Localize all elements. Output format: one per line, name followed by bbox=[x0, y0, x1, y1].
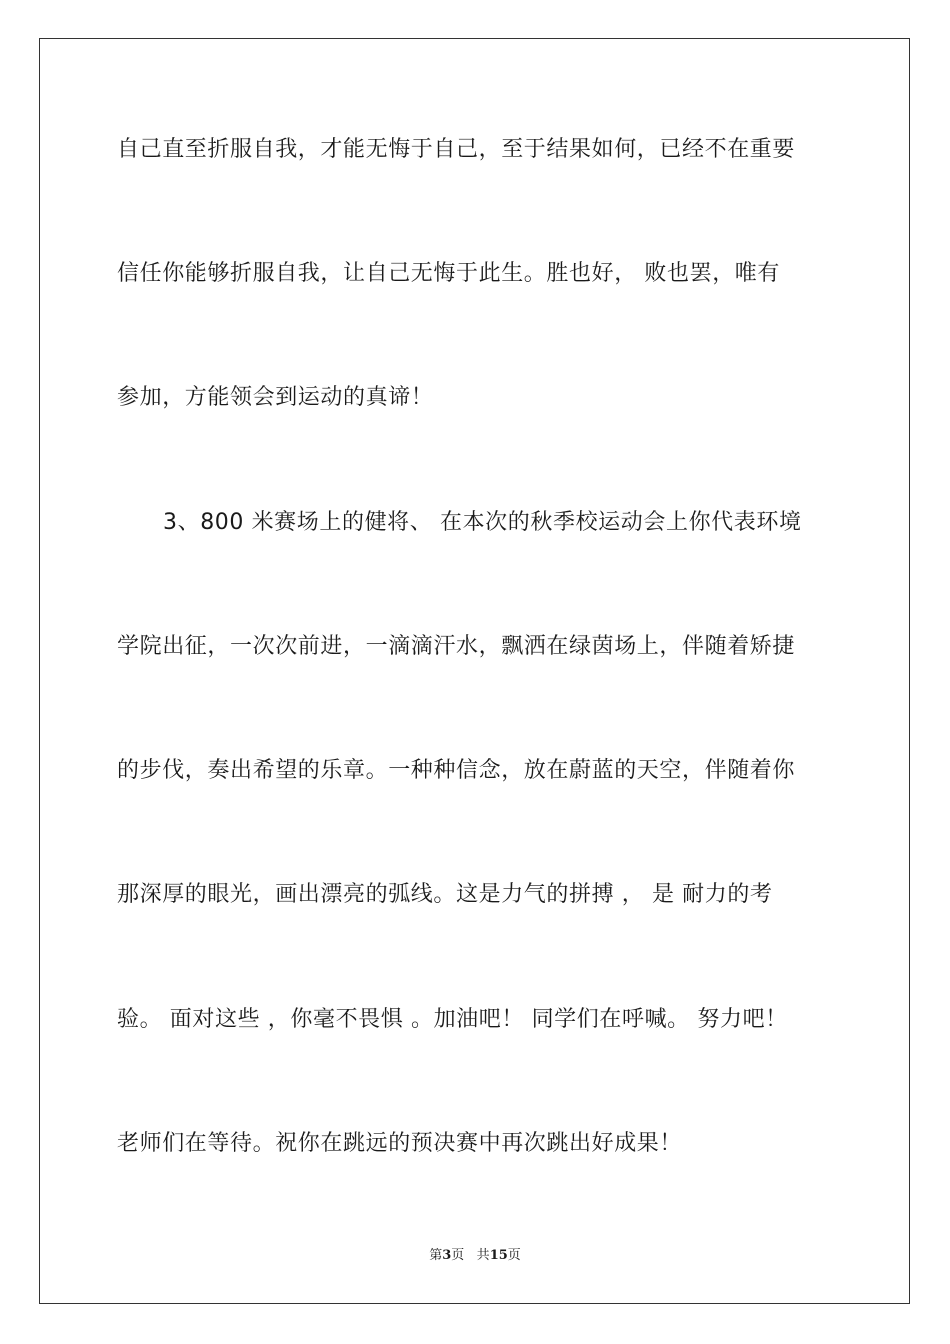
page-suffix: 页 bbox=[451, 1248, 465, 1263]
body-line-5: 学院出征，一次次前进，一滴滴汗水，飘洒在绿茵场上，伴随着矫捷 bbox=[117, 634, 796, 659]
current-page-number: 3 bbox=[442, 1248, 452, 1263]
page-border bbox=[39, 38, 910, 1304]
body-line-2: 信任你能够折服自我，让自己无悔于此生。胜也好， 败也罢，唯有 bbox=[117, 261, 780, 286]
total-suffix: 页 bbox=[507, 1248, 521, 1263]
body-line-1: 自己直至折服自我，才能无悔于自己，至于结果如何，已经不在重要 bbox=[117, 137, 796, 162]
body-line-6: 的步伐，奏出希望的乐章。一种种信念，放在蔚蓝的天空，伴随着你 bbox=[117, 758, 796, 783]
total-prefix: 共 bbox=[476, 1248, 490, 1263]
page-footer bbox=[0, 1247, 950, 1265]
body-line-8: 验。 面对这些 ，你毫不畏惧 。加油吧！ 同学们在呼喊。 努力吧！ bbox=[117, 1007, 788, 1032]
total-page-count: 15 bbox=[489, 1248, 508, 1263]
body-line-7: 那深厚的眼光，画出漂亮的弧线。这是力气的拼搏 ， 是 耐力的考 bbox=[117, 882, 773, 907]
page-prefix: 第 bbox=[429, 1248, 443, 1263]
body-line-3: 参加，方能领会到运动的真谛！ bbox=[117, 385, 434, 410]
body-line-4-paragraph-start: 3、800 米赛场上的健将、 在本次的秋季校运动会上你代表环境 bbox=[163, 510, 802, 535]
body-line-9: 老师们在等待。祝你在跳远的预决赛中再次跳出好成果！ bbox=[117, 1131, 683, 1156]
